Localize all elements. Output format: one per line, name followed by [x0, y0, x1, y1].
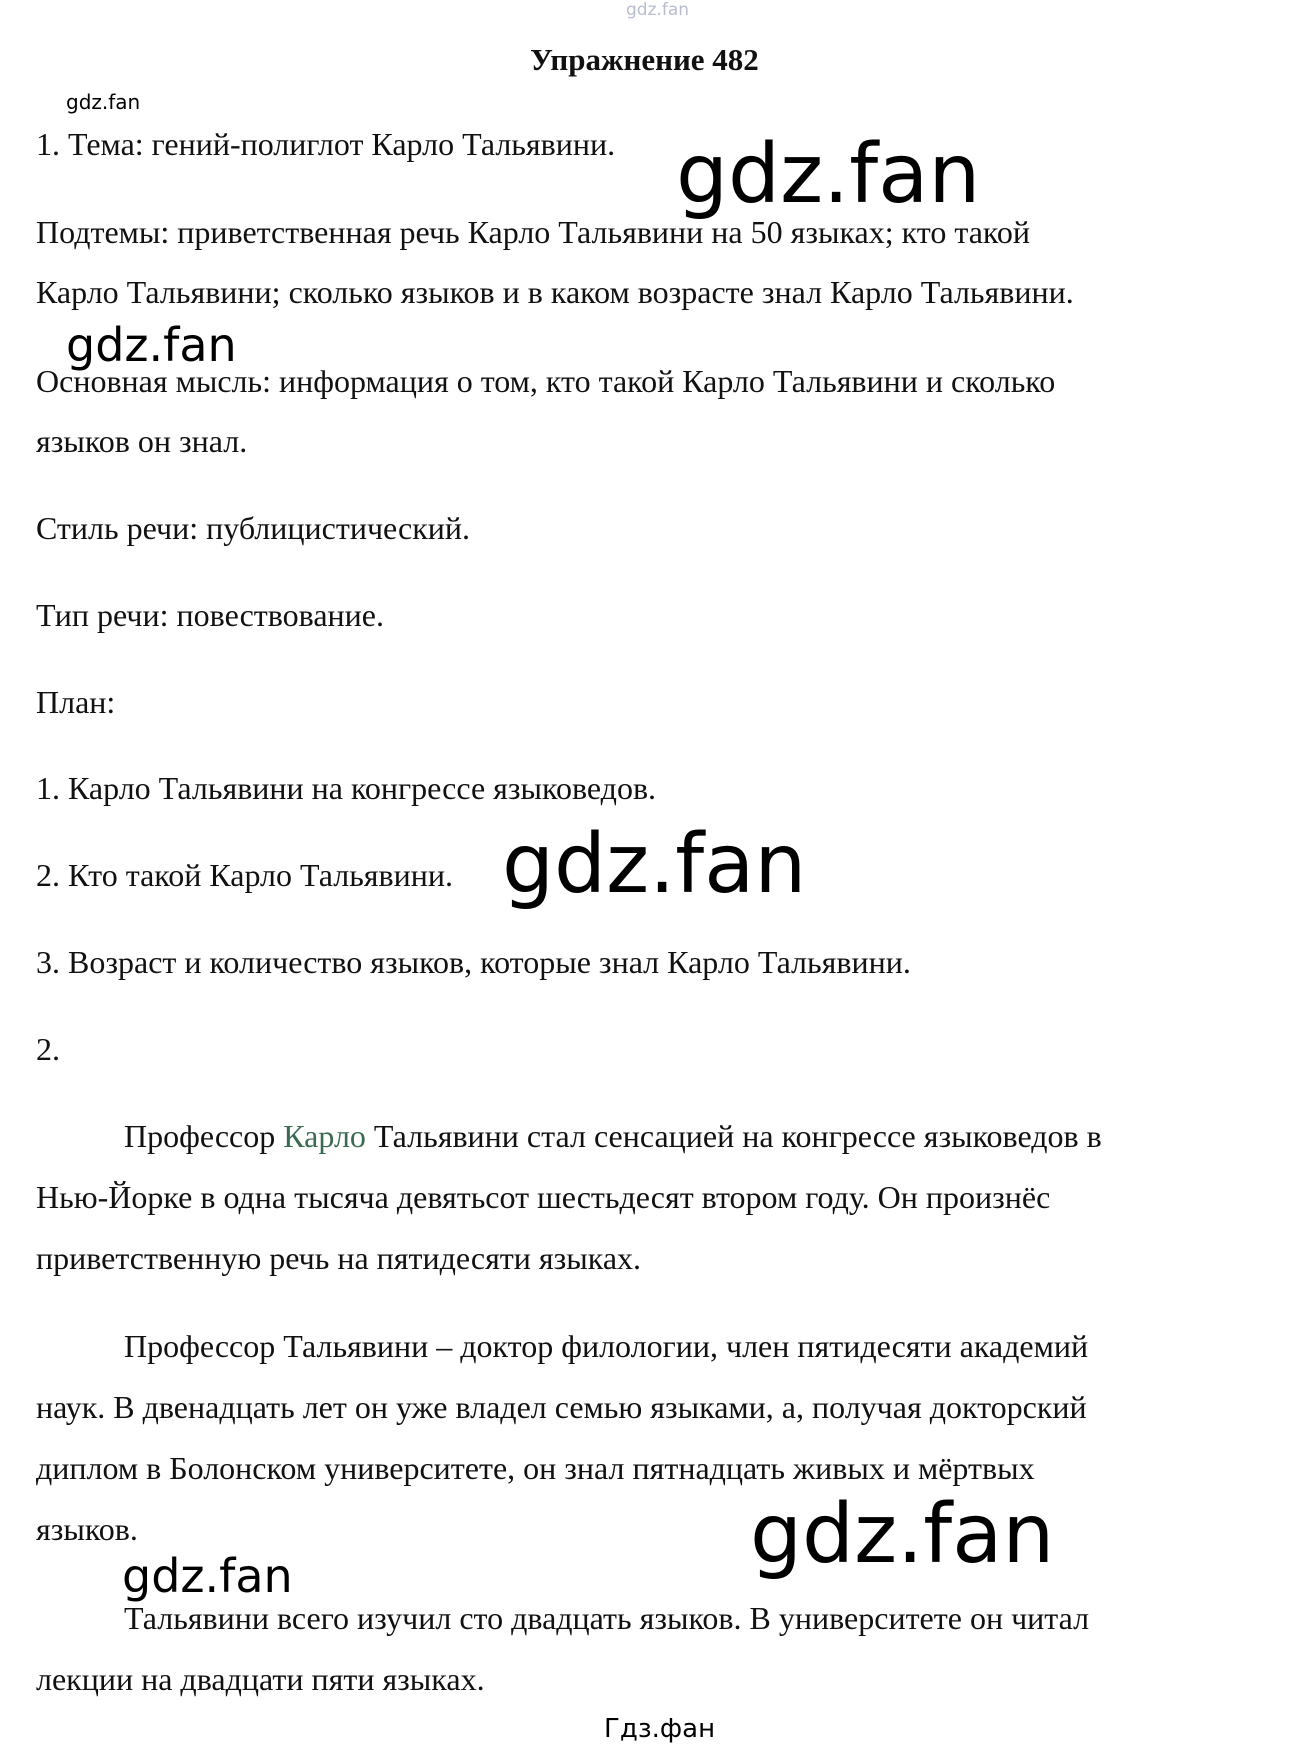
text-line: языков. [36, 1511, 138, 1547]
text-line: Карло Тальявини; сколько языков и в каком возрасте знал Карло Тальявини. [36, 274, 1074, 310]
text-fragment-green: Карло [283, 1118, 366, 1154]
text-line: Основная мысль: информация о том, кто такой Карло Тальявини и сколько [36, 363, 1056, 399]
text-line: диплом в Болонском университете, он знал пятнадцать живых и мёртвых [36, 1450, 1035, 1486]
watermark-medium: gdz.fan [66, 318, 237, 372]
text-line: 1. Тема: гений-полиглот Карло Тальявини. [36, 126, 616, 162]
text-line: План: [36, 684, 116, 720]
text-line: Профессор Тальявини – доктор филологии, член пятидесяти академий [124, 1328, 1089, 1364]
watermark-small: gdz.fan [66, 90, 141, 114]
text-fragment: Профессор [124, 1118, 284, 1154]
text-line: 3. Возраст и количество языков, которые знал Карло Тальявини. [36, 944, 911, 980]
page-title: Упражнение 482 [530, 42, 759, 77]
text-line: 1. Карло Тальявини на конгрессе языковедов. [36, 770, 657, 806]
text-line: 2. Кто такой Карло Тальявини. [36, 857, 453, 893]
text-line: лекции на двадцати пяти языках. [36, 1661, 485, 1697]
text-line: Тальявини всего изучил сто двадцать языков. В университете он читал [124, 1600, 1090, 1636]
text-line: наук. В двенадцать лет он уже владел семью языками, а, получая докторский [36, 1389, 1087, 1425]
text-line: Тип речи: повествование. [36, 597, 384, 633]
text-fragment: Тальявини стал сенсацией на конгрессе языковедов в [365, 1118, 1102, 1154]
text-line: приветственную речь на пятидесяти языках. [36, 1240, 642, 1276]
text-line: Стиль речи: публицистический. [36, 510, 471, 546]
watermark-large: gdz.fan [676, 127, 981, 222]
watermark-large: gdz.fan [750, 1487, 1055, 1582]
text-line: Подтемы: приветственная речь Карло Тальявини на 50 языках; кто такой [36, 214, 1030, 250]
text-line: 2. [36, 1031, 60, 1067]
watermark-top: gdz.fan [626, 0, 690, 20]
text-line [124, 1120, 1102, 1152]
watermark-large: gdz.fan [502, 817, 807, 912]
text-line: Нью-Йорке в одна тысяча девятьсот шестьдесят втором году. Он произнёс [36, 1179, 1051, 1215]
text-line: языков он знал. [36, 423, 248, 459]
watermark-bottom: Гдз.фан [604, 1714, 716, 1744]
watermark-medium: gdz.fan [122, 1549, 293, 1603]
